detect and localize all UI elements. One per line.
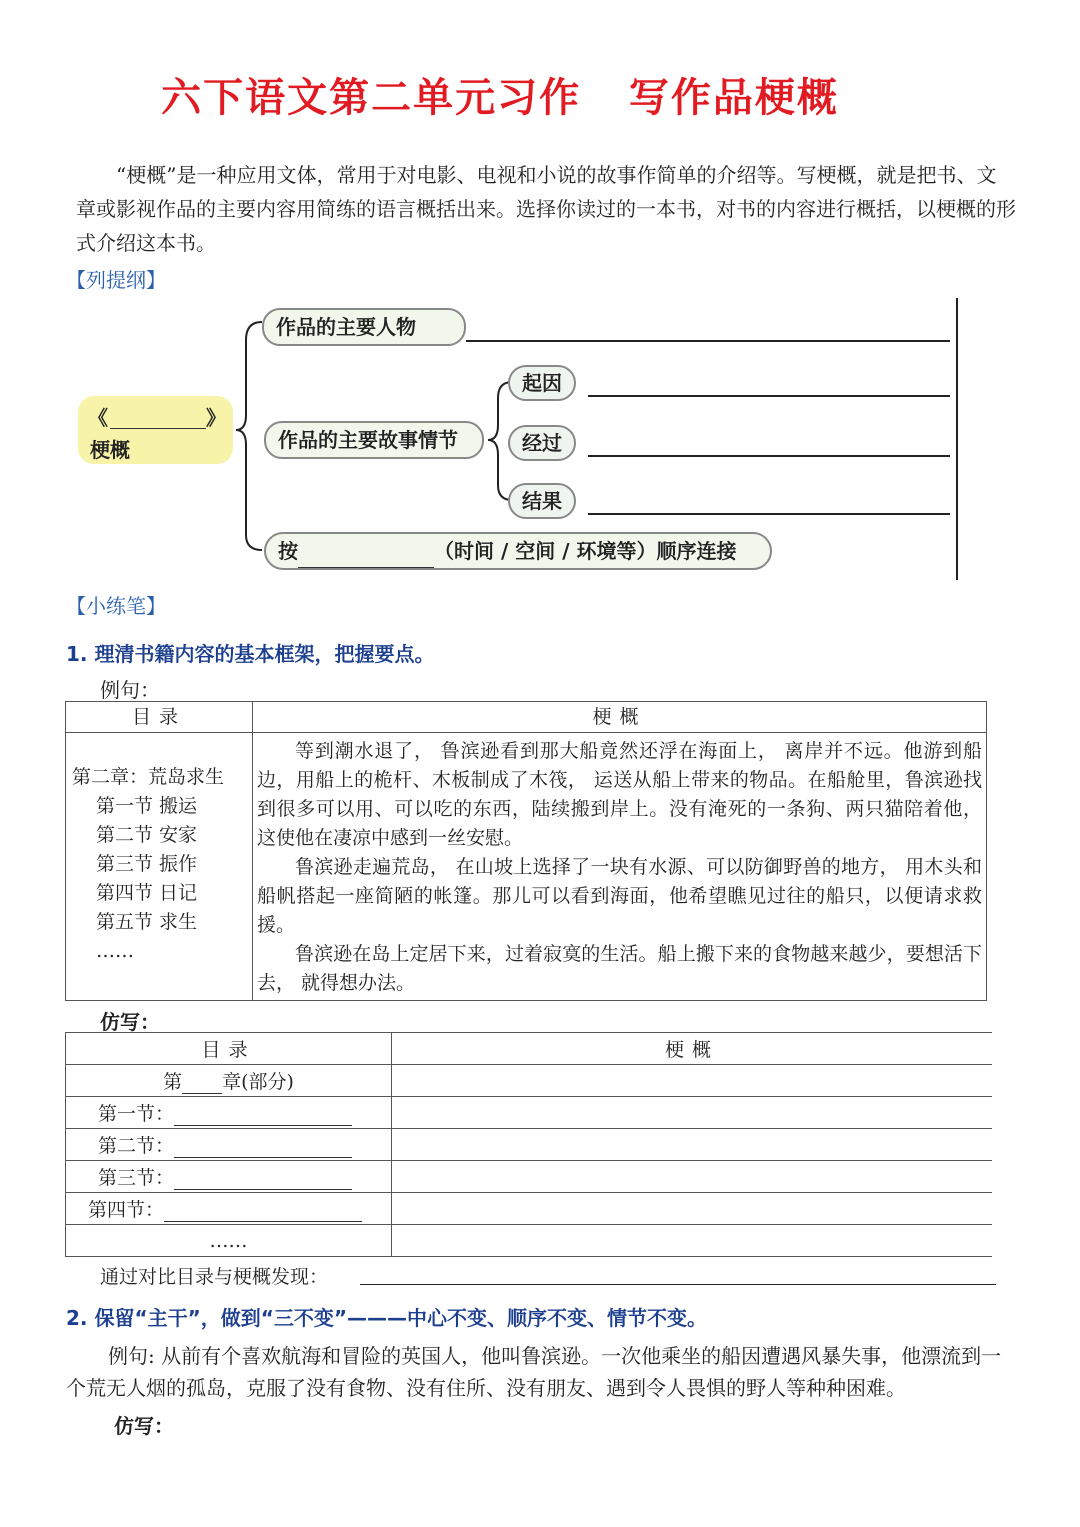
fx-summary-header: 梗概: [392, 1033, 993, 1065]
fx-chapter-pre: 第: [163, 1071, 183, 1093]
intro-paragraph: “梗概”是一种应用文体，常用于对电影、电视和小说的故事作简单的介绍等。写梗概，就是把书、文章或影视作品的主要内容用简练的语言概括出来。选择你读过的一本书，对书的内容进行概括，以梗概的形式介绍这本书。: [76, 163, 1016, 255]
outline-heading: 【列提纲】: [66, 268, 166, 292]
order-prefix: 按: [278, 539, 298, 563]
book-close-mark: 》: [206, 406, 226, 430]
fx-chapter-post: 章(部分): [222, 1071, 294, 1093]
fx-section-cell: [66, 1161, 392, 1193]
fx-ellipsis-cell: ……: [66, 1225, 392, 1257]
fx-answer-cell[interactable]: [392, 1193, 993, 1225]
example-2: [66, 1340, 1016, 1404]
fx-section-cell: [66, 1129, 392, 1161]
fx-section-blank: [174, 1105, 352, 1126]
example-label: 例句：: [100, 678, 160, 702]
toc-chapter: 第二章：荒岛求生: [72, 766, 225, 788]
fx-section-cell: [66, 1193, 392, 1225]
outline-diagram: [0, 0, 1080, 600]
toc-item: 第四节 日记: [96, 882, 198, 904]
cause-answer-line: [588, 395, 950, 397]
toc-header: 目录: [66, 702, 253, 733]
process-answer-line: [588, 455, 950, 457]
main-plot-pill: 作品的主要故事情节: [264, 421, 484, 459]
process-pill: 经过: [508, 425, 576, 461]
fx-toc-header: 目录: [66, 1033, 392, 1065]
fx-section-label: 第二节：: [98, 1135, 175, 1157]
fx-chapter-blank: [182, 1073, 222, 1094]
fx-section-label: 第四节：: [88, 1199, 165, 1221]
compare-label: 通过对比目录与梗概发现：: [100, 1266, 329, 1288]
book-label: 梗概: [90, 438, 130, 462]
toc-item: 第一节 搬运: [96, 795, 198, 817]
summary-cell: [253, 733, 987, 1001]
compare-answer-line[interactable]: [360, 1284, 996, 1285]
imitate-2-label: 仿写：: [114, 1414, 174, 1438]
imitate-table: [65, 1032, 992, 1257]
question-2: 2. 保留“主干”，做到“三不变”———中心不变、顺序不变、情节不变。: [66, 1306, 708, 1330]
order-blank: [298, 541, 434, 568]
toc-item: ……: [96, 940, 134, 962]
fx-answer-cell[interactable]: [392, 1129, 993, 1161]
practice-heading: 【小练笔】: [66, 594, 166, 618]
fx-answer-cell[interactable]: [392, 1161, 993, 1193]
summary-paragraph: 鲁滨逊走遍荒岛， 在山坡上选择了一块有水源、可以防御野兽的地方， 用木头和船帆搭起一座简陋的帐篷。那儿可以看到海面，他希望瞧见过往的船只，以便请求救援。: [257, 856, 982, 936]
question-1: 1. 理清书籍内容的基本框架，把握要点。: [66, 642, 435, 666]
example-2-label: 例句:: [108, 1344, 155, 1368]
example-2-text: 从前有个喜欢航海和冒险的英国人，他叫鲁滨逊。一次他乘坐的船因遭遇风暴失事，他漂流到一个荒无人烟的孤岛，克服了没有食物、没有住所、没有朋友、遇到令人畏惧的野人等种种困难。: [66, 1344, 1002, 1400]
toc-item: 第二节 安家: [96, 824, 198, 846]
summary-header: 梗概: [253, 702, 987, 733]
characters-answer-line: [466, 340, 950, 342]
result-pill: 结果: [508, 483, 576, 519]
summary-paragraph: 等到潮水退了， 鲁滨逊看到那大船竟然还浮在海面上， 离岸并不远。他游到船边，用船上的桅杆、木板制成了木筏， 运送从船上带来的物品。在船舱里，鲁滨逊找到很多可以用、可以吃的东西，陆续搬到岸上。没有淹死的一条狗、两只猫陪着他， 这使他在凄凉中感到一丝安慰。: [257, 740, 982, 849]
fx-answer-cell[interactable]: [392, 1097, 993, 1129]
toc-item: 第三节 振作: [96, 853, 198, 875]
fx-chapter-cell: [66, 1065, 392, 1097]
fx-answer-cell[interactable]: [392, 1065, 993, 1097]
toc-cell: [66, 733, 253, 1001]
summary-paragraph: 鲁滨逊在岛上定居下来，过着寂寞的生活。船上搬下来的食物越来越少，要想活下去， 就得想办法。: [257, 943, 982, 994]
fx-section-blank: [174, 1137, 352, 1158]
fx-section-label: 第三节：: [98, 1167, 175, 1189]
page-title: 六下语文第二单元习作 写作品梗概: [161, 75, 839, 121]
result-answer-line: [588, 513, 950, 515]
fx-section-blank: [174, 1169, 352, 1190]
fx-section-cell: [66, 1097, 392, 1129]
main-characters-pill: 作品的主要人物: [262, 308, 466, 346]
fx-section-label: 第一节：: [98, 1103, 175, 1125]
cause-pill: 起因: [508, 365, 576, 401]
order-suffix: （时间 / 空间 / 环境等）顺序连接: [434, 539, 737, 563]
book-open-mark: 《: [88, 406, 108, 430]
order-pill: [264, 532, 772, 570]
toc-item: 第五节 求生: [96, 911, 198, 933]
imitate-label: 仿写：: [100, 1010, 160, 1034]
example-table: [65, 701, 987, 1001]
fx-section-blank: [164, 1201, 362, 1222]
fx-answer-cell[interactable]: [392, 1225, 993, 1257]
